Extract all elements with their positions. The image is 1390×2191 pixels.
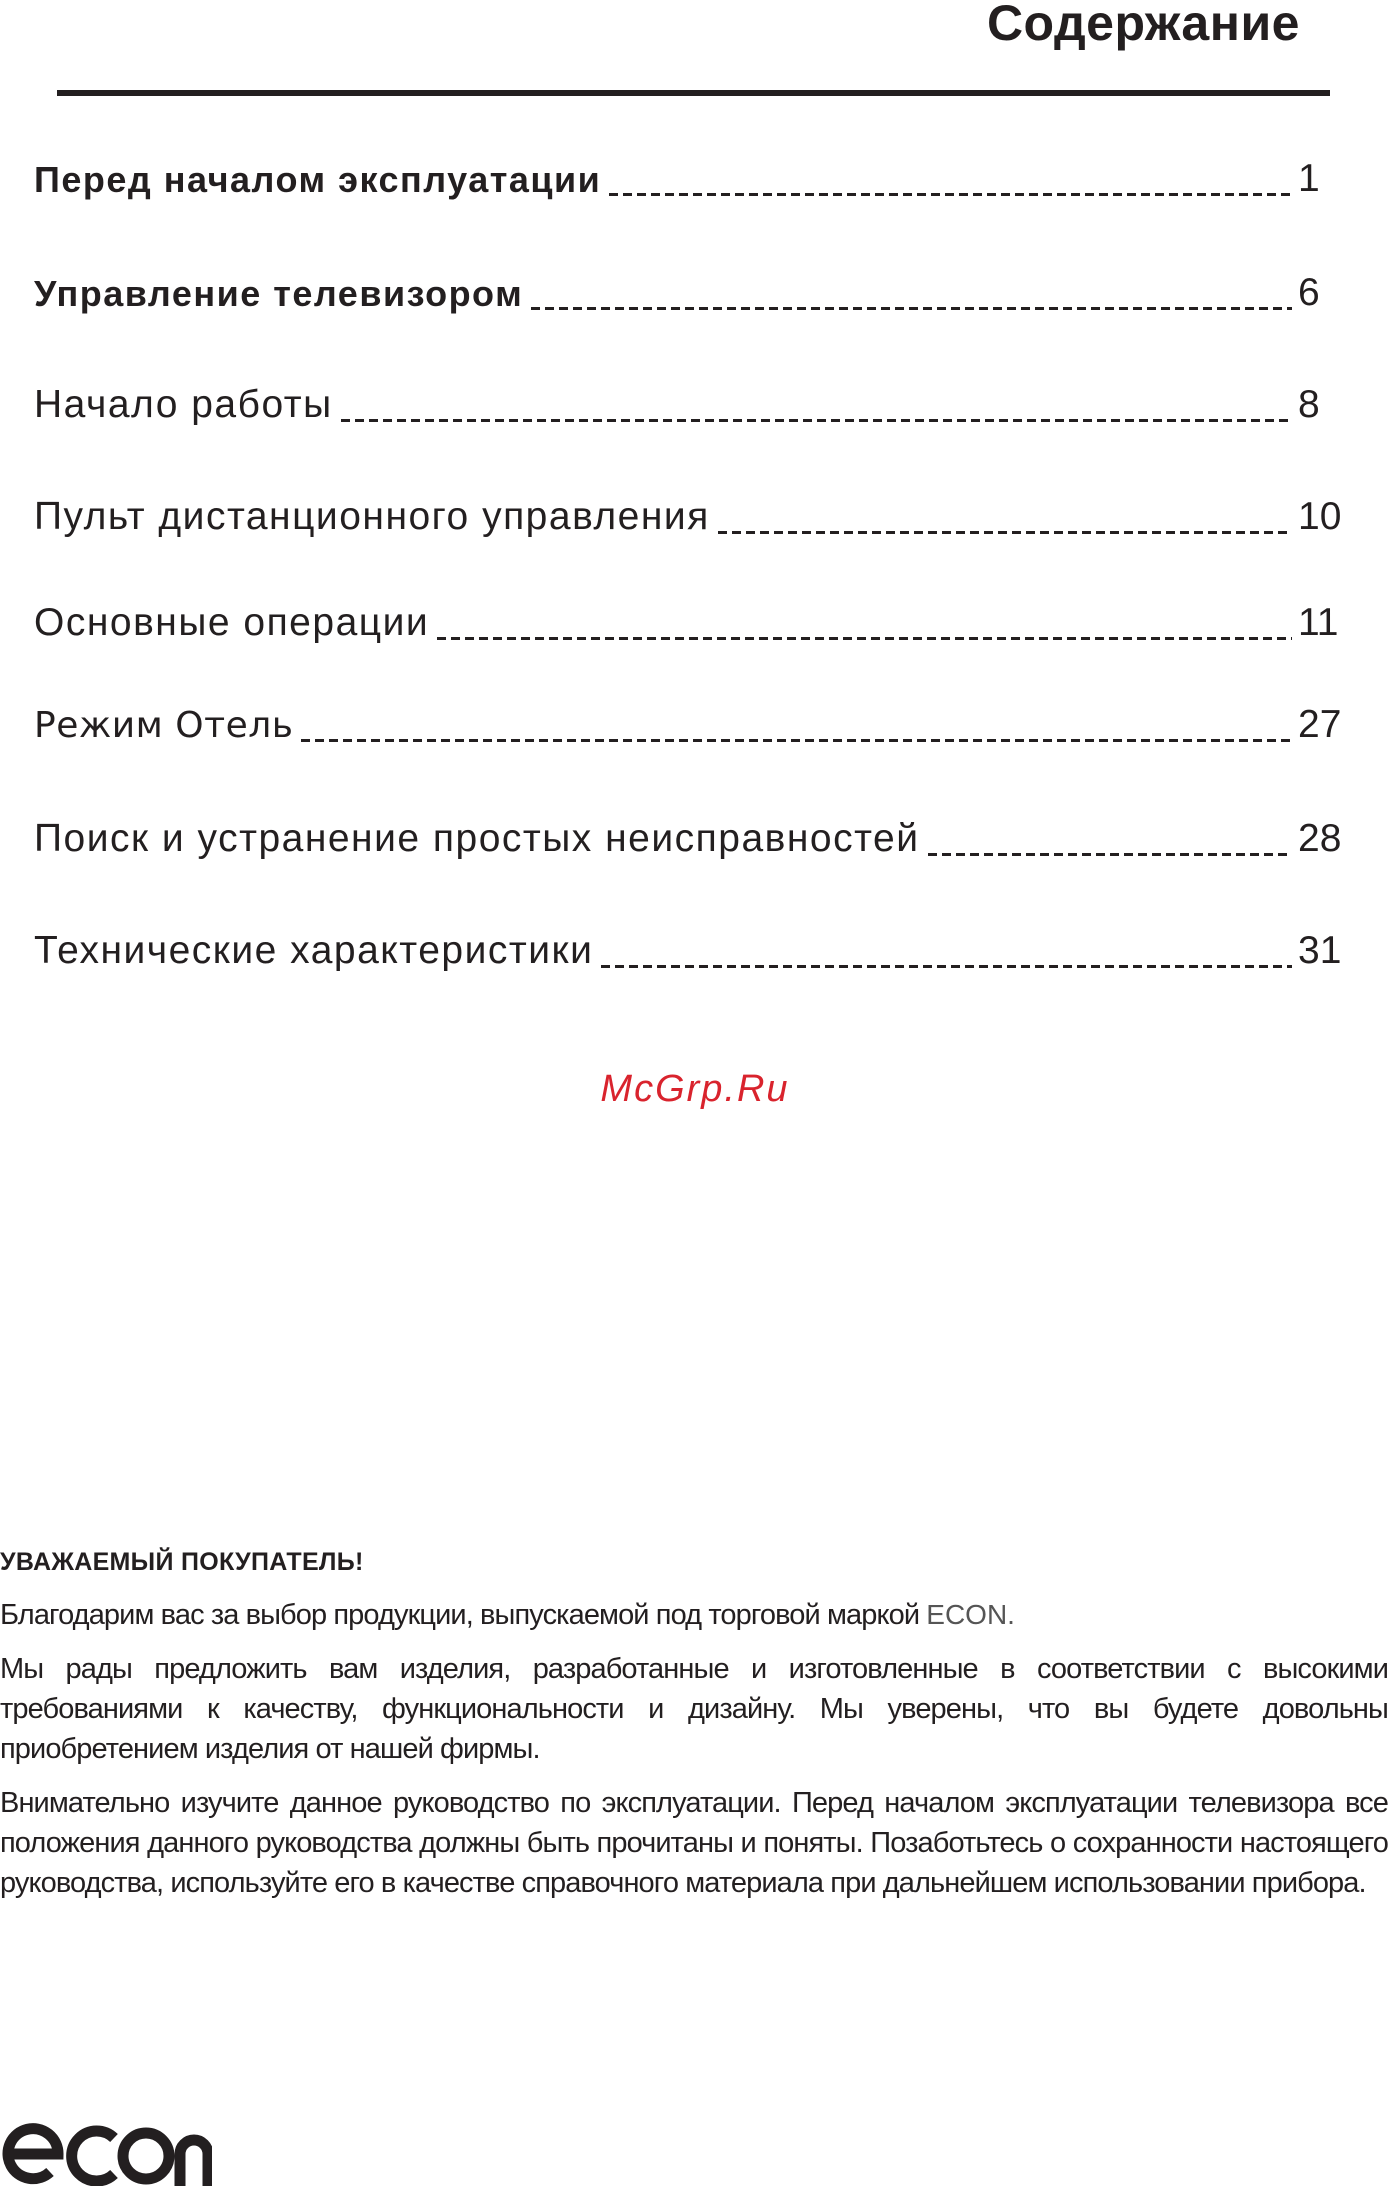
- toc-dot-leader: [437, 637, 1292, 640]
- toc-dot-leader: [601, 965, 1292, 968]
- toc-entry[interactable]: [34, 486, 1344, 536]
- toc-entry[interactable]: [34, 148, 1344, 198]
- toc-entry[interactable]: [34, 808, 1344, 858]
- notice-heading: УВАЖАЕМЫЙ ПОКУПАТЕЛЬ!: [0, 1548, 364, 1576]
- toc-entry-label: Перед началом эксплуатации: [34, 159, 602, 200]
- econ-logo-icon: [0, 2108, 212, 2186]
- page-title: Содержание: [986, 0, 1300, 51]
- toc-entry[interactable]: [34, 694, 1344, 744]
- toc-entry-page: 1: [1298, 157, 1320, 200]
- toc-dot-leader: [341, 419, 1292, 422]
- toc-dot-leader: [928, 853, 1293, 856]
- toc-dot-leader: [531, 307, 1292, 310]
- econ-logo: [0, 2108, 212, 2186]
- toc-entry-page: 10: [1298, 495, 1342, 538]
- toc-entry-page: 11: [1298, 601, 1339, 644]
- toc-entry-label: Технические характеристики: [34, 929, 594, 972]
- toc-entry-page: 8: [1298, 383, 1320, 426]
- toc-dot-leader: [718, 531, 1292, 534]
- toc-entry-label: Управление телевизором: [34, 273, 524, 314]
- title-divider: [57, 90, 1330, 96]
- toc-entry-label: Основные операции: [34, 601, 430, 644]
- toc-entry[interactable]: [34, 262, 1344, 312]
- customer-notice: [0, 1548, 1388, 1917]
- toc-entry-page: 28: [1298, 817, 1342, 860]
- toc-entry[interactable]: [34, 920, 1344, 970]
- toc-entry-page: 27: [1298, 703, 1342, 746]
- toc-dot-leader: [301, 739, 1292, 742]
- toc-entry-label: Пульт дистанционного управления: [34, 495, 710, 538]
- toc-entry[interactable]: [34, 592, 1344, 642]
- notice-paragraph-text: Благодарим вас за выбор продукции, выпускаемой под торговой маркой: [0, 1599, 927, 1631]
- notice-paragraph: Внимательно изучите данное руководство по эксплуатации. Перед началом эксплуатации телевизора все положения данного руководства должны быть прочитаны и поняты. Позаботьтесь о сохранности настоящего руководства, используйте его в качестве справочного материала при дальнейшем использовании прибора.: [0, 1787, 1388, 1899]
- toc-entry-page: 6: [1298, 271, 1320, 314]
- notice-paragraph: Мы рады предложить вам изделия, разработанные и изготовленные в соответствии с высокими требованиями к качеству, функциональности и дизайну. Мы уверены, что вы будете довольны приобретением изделия от нашей фирмы.: [0, 1653, 1388, 1765]
- toc-entry-label: Поиск и устранение простых неисправностей: [34, 817, 920, 860]
- brand-name: ECON.: [926, 1599, 1015, 1630]
- notice-paragraph: [0, 1595, 1388, 1635]
- watermark-link[interactable]: McGrp.Ru: [600, 1068, 790, 1110]
- toc-dot-leader: [609, 193, 1292, 196]
- toc-entry-label: Начало работы: [34, 383, 333, 426]
- toc-entry-label: Режим Отель: [34, 705, 294, 746]
- toc-entry-page: 31: [1298, 929, 1342, 972]
- toc-entry[interactable]: [34, 374, 1344, 424]
